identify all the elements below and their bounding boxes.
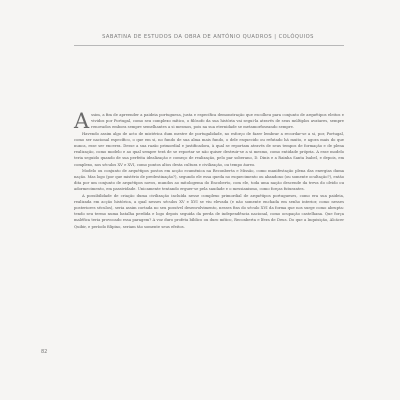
running-header: SABATINA DE ESTUDOS DA OBRA DE ANTÓNIO QUADROS | COLÓQUIOS bbox=[102, 34, 314, 40]
body-text bbox=[74, 109, 344, 230]
paragraph-4: A possibilidade de criação duma civilização incluída nesse complexo primordial de arquétipos portugueses, como era sua paideia, realizada em acção histórica, a qual nesses séculos XV e XVI se viu elevada (e não somente enchada em senho interior, como nesses posteriores séculos), seria assim cortada no seu possível desenvolvimento, nesses fins do século XVI da forma que nos surge como abrupta: tendo seu termo numa batalha perdida e logo depois seguida da perda de independência nacional, como ocupação castelhana. Que força maléfica teria provocado essa paragem? A voz duro profeta bíblico ou duro mítico, Reconberta e lfera de Deus. Do que a Inquisição, Alcácer Quibir, e período filipino, seriam tão somente seus efeitos. bbox=[74, 193, 344, 229]
page-number: 82 bbox=[41, 349, 48, 355]
paragraph-2: Havendo assim algo de acto de mistérica dum mestre de portugalidade, no esforço de fazer lembrar a recordar-se a si, por, Portugal, como ser nacional específico, o que em si, no fundo de sua alma mais fundo, o dele esquecido ou refutado há muito, e agora mais do que nunca, esse ser encerra. Desse a sua razão primordial e justificadora, à qual se reportam através de seus tempos de formação e de plena realização, como modelo e ao qual sempre terá de se reportar se não quiser destruir-se a si mesmo, como entidade própria. A esse modelo teria seguido quando de sua perfeita idealização e começo de realização, pelo par soberano, D. Dinis e a Rainha Santa Isabel, e depois, em complexo, nos séculos XV e XVI, como pontos altos desta cultura e civilização, ou tempo áureo. bbox=[74, 131, 344, 167]
header-divider bbox=[74, 45, 344, 46]
paragraph-1 bbox=[74, 109, 344, 133]
paragraph-1-text: ssim, a fim de apreender a paideia portuguesa, justa e específica demonstração que escolheu para conjunto de arquétipos eleitos e vividos por Portugal, como seu complexo mítico, o filósofo da sua história vai segui-la através de seus múltiplos avatares, sempre renovados embora sempre semelhantes a si mesmos, pois na sua eternidade se metamorfoseando sempre. bbox=[91, 113, 344, 130]
drop-cap: A bbox=[74, 109, 90, 133]
paragraph-3: Modelo ou conjunto de arquétipos postos em acção ecuménica na Reconberta e Missão, como manifestação plena das energias duma nação. Mas logo (por que mistério de predestinação?), segundo ele essa queda no esquecimento ou abandono (ou somente ocultação?), então dita por um conjunto de arquétipos novos, mundos ao mitologema do Encoberto, com ele, toda uma nação descende da treva do olvido ou adormecimento, em passividade. Unicamente tentando erguer-se pela saudade e o messianismo, como forças futurantes. bbox=[74, 168, 344, 192]
